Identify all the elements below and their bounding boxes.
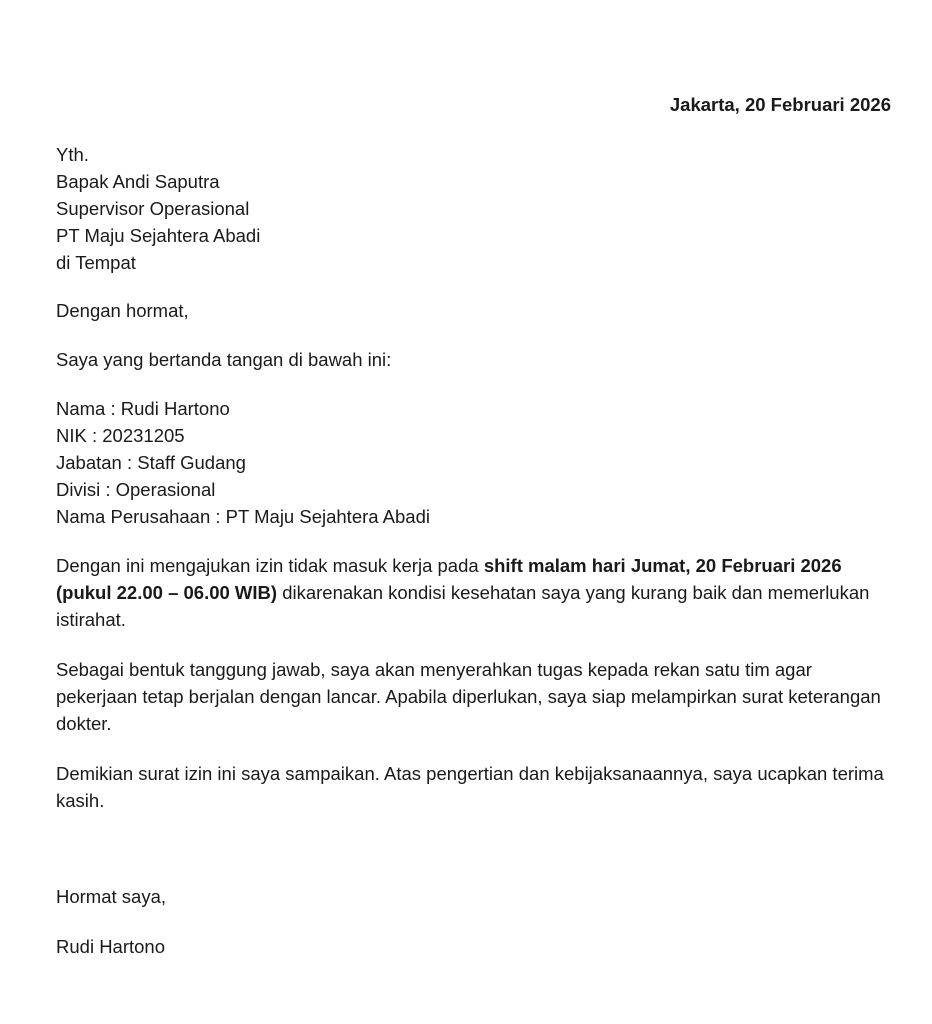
identity-nik: NIK : 20231205 xyxy=(56,425,185,446)
paragraph-closing: Demikian surat izin ini saya sampaikan. Atas pengertian dan kebijaksanaannya, saya ucapkan terima kasih. xyxy=(56,763,884,811)
paragraph-request-lead: Dengan ini mengajukan izin tidak masuk kerja pada xyxy=(56,555,484,576)
recipient-company: PT Maju Sejahtera Abadi xyxy=(56,225,261,246)
signer-name: Rudi Hartono xyxy=(56,936,166,957)
intro-text: Saya yang bertanda tangan di bawah ini: xyxy=(56,349,392,370)
recipient-location: di Tempat xyxy=(56,252,136,273)
closing-salutation: Hormat saya, xyxy=(56,886,167,907)
paragraph-request xyxy=(56,552,896,633)
recipient-salutation: Yth. xyxy=(56,144,89,165)
paragraph-responsibility: Sebagai bentuk tanggung jawab, saya akan menyerahkan tugas kepada rekan satu tim agar pekerjaan tetap berjalan dengan lancar. Apabila diperlukan, saya siap melampirkan surat keterangan dokter. xyxy=(56,659,881,734)
identity-name: Nama : Rudi Hartono xyxy=(56,398,230,419)
recipient-block xyxy=(56,141,896,276)
identity-position: Jabatan : Staff Gudang xyxy=(56,452,246,473)
identity-division: Divisi : Operasional xyxy=(56,479,216,500)
paragraph-request-highlight: shift malam hari Jumat, 20 Februari 2026 (pukul 22.00 – 06.00 WIB) xyxy=(56,555,842,603)
greeting: Dengan hormat, xyxy=(56,300,189,321)
identity-block xyxy=(56,395,896,530)
paragraph-request-tail: dikarenakan kondisi kesehatan saya yang kurang baik dan memerlukan istirahat. xyxy=(56,582,870,630)
recipient-position: Supervisor Operasional xyxy=(56,198,250,219)
place-date: Jakarta, 20 Februari 2026 xyxy=(669,94,891,115)
recipient-name: Bapak Andi Saputra xyxy=(56,171,220,192)
identity-company: Nama Perusahaan : PT Maju Sejahtera Abadi xyxy=(56,506,430,527)
